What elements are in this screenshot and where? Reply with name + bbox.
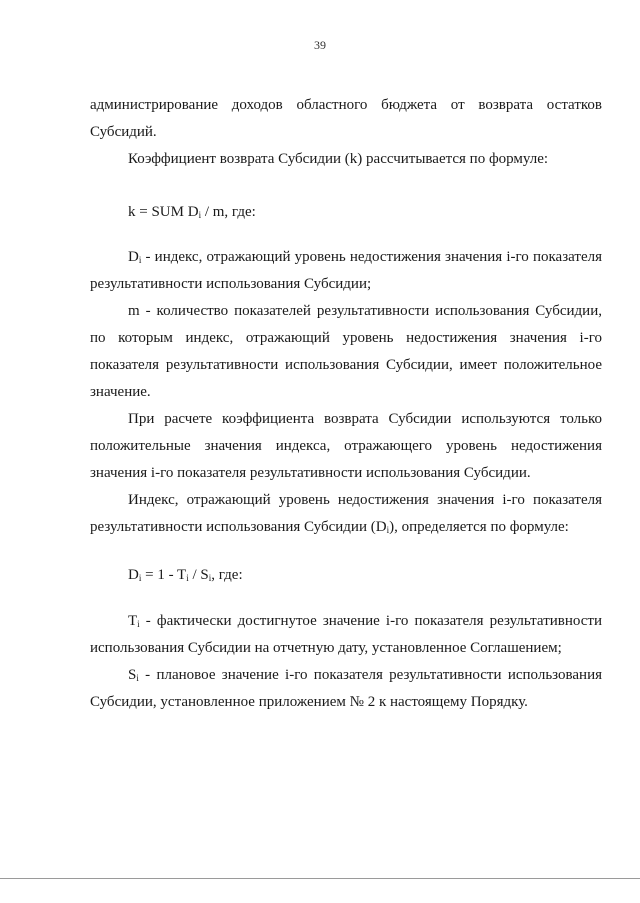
paragraph-si-definition bbox=[90, 662, 602, 716]
page-bottom-rule bbox=[0, 878, 640, 879]
formula-coefficient bbox=[128, 199, 256, 226]
formula-coefficient-main: k = SUM D bbox=[128, 204, 199, 220]
formula-coefficient-tail: / m, где: bbox=[201, 204, 256, 220]
paragraph-positive-values: При расчете коэффициента возврата Субсидии используются только положительные значения индекса, отражающего уровень недостижения значения i-го показателя результативности использования Субсидии. bbox=[90, 411, 602, 481]
si-symbol: S bbox=[128, 667, 137, 683]
paragraph-di-definition bbox=[90, 244, 602, 298]
ti-symbol: T bbox=[128, 613, 138, 629]
formula-index-s-sub: i bbox=[208, 573, 212, 583]
paragraph-m-definition: m - количество показателей результативности использования Субсидии, по которым индекс, отражающий уровень недостижения значения i-го показателя результативности использования Субсидии, имеет положительное значение. bbox=[90, 303, 602, 400]
si-subscript: i bbox=[136, 673, 139, 683]
index-intro-subscript: i bbox=[386, 525, 390, 535]
paragraph-ti-definition bbox=[90, 608, 602, 662]
si-description: - плановое значение i-го показателя результативности использования Субсидии, установленное приложением № 2 к настоящему Порядку. bbox=[90, 667, 602, 710]
formula-index-t: = 1 - T bbox=[141, 567, 187, 583]
page-number: 39 bbox=[314, 38, 326, 52]
formula-coefficient-subscript: i bbox=[198, 210, 202, 220]
index-intro-text: Индекс, отражающий уровень недостижения значения i-го показателя результативности использования Субсидии (D bbox=[90, 492, 602, 535]
formula-index-d-sub: i bbox=[138, 573, 142, 583]
paragraph-coefficient-intro: Коэффициент возврата Субсидии (k) рассчитывается по формуле: bbox=[128, 151, 549, 167]
formula-index-t-sub: i bbox=[186, 573, 189, 583]
formula-index-s: / S bbox=[188, 567, 209, 583]
index-intro-tail: ), определяется по формуле: bbox=[389, 519, 569, 535]
formula-index bbox=[128, 562, 243, 589]
paragraph-continuation: администрирование доходов областного бюджета от возврата остатков Субсидий. bbox=[90, 97, 602, 140]
di-description: - индекс, отражающий уровень недостижения значения i-го показателя результативности использования Субсидии; bbox=[90, 249, 602, 292]
formula-index-tail: , где: bbox=[211, 567, 243, 583]
di-subscript: i bbox=[138, 255, 142, 265]
ti-description: - фактически достигнутое значение i-го показателя результативности использования Субсидии на отчетную дату, установленное Соглашением; bbox=[90, 613, 602, 656]
di-symbol: D bbox=[128, 249, 139, 265]
ti-subscript: i bbox=[137, 619, 140, 629]
paragraph-index-intro bbox=[90, 487, 602, 541]
formula-index-d: D bbox=[128, 567, 139, 583]
